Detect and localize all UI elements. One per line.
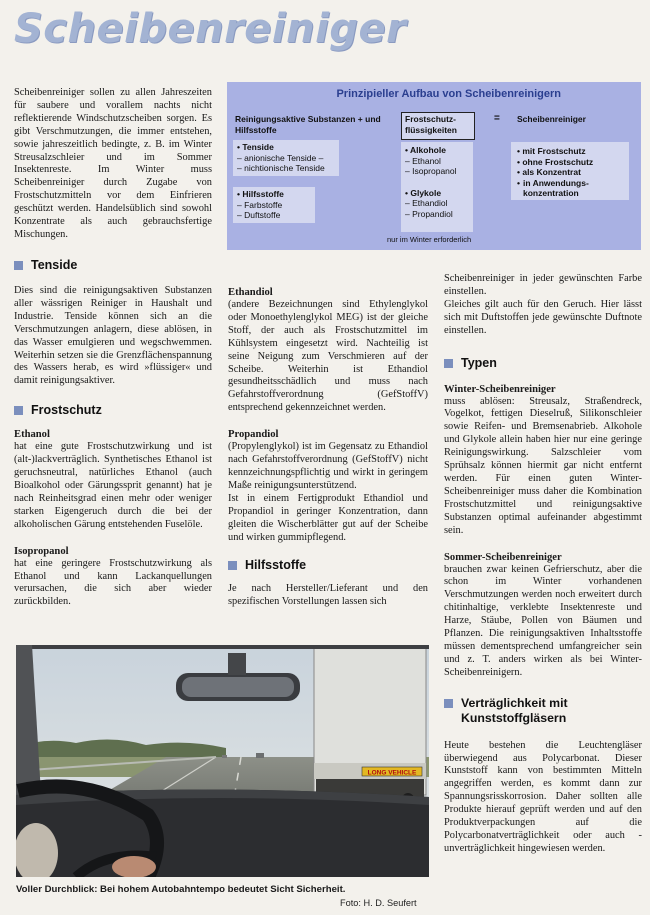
page-title: Scheibenreiniger xyxy=(14,6,407,52)
diagram-footnote: nur im Winter erforderlich xyxy=(387,235,472,244)
propandiol-heading: Propandiol xyxy=(228,429,279,441)
diagram-col2-head: Frostschutz- flüssigkeiten xyxy=(401,112,475,140)
bullet-square-icon xyxy=(228,561,237,570)
bullet-square-icon xyxy=(14,406,23,415)
column-1 xyxy=(14,258,212,609)
diagram-tenside-box: • Tenside – anionische Tenside – – nichtionische Tenside xyxy=(233,140,339,176)
winter-paragraph: muss ablösen: Streusalz, Straßendreck, Vogelkot, fettigen Dieselruß, Silikonschleier sowie Reifen- und Bremsenabrieb. Alkohole und Glykole allein haben hier nur eine geringe Reinigungswirkung. Salzschleier vom Sprühsalz können hiermit gar nicht entfernt werden. Für einen guten Winter-Scheibenreiniger muss daher die Kombination Frostschutzmittel und reinigungsaktive Substanzen optimal aufeinander abgestimmt sein. xyxy=(444,395,642,536)
diagram-scheibenreiniger-box: • mit Frostschutz • ohne Frostschutz • als Konzentrat • in Anwendungs-konzentration xyxy=(511,142,629,200)
photo-caption: Voller Durchblick: Bei hohem Autobahntempo bedeutet Sicht Sicherheit. xyxy=(16,884,346,895)
diagram-col1-head: Reinigungsaktive Substanzen + und Hilfsstoffe xyxy=(235,114,381,135)
intro-paragraph: Scheibenreiniger sollen zu allen Jahreszeiten für saubere und vorallem nachts nicht reflektierende Windschutzscheiben sorgen. Es gibt Verschmutzungen, die immer entstehen, sowie jahreszeitlich bedingte, z. B. im Winter Streusalzschleier und im Sommer Insektenreste. Im Winter muss Scheibenreiniger durch Zugabe von Frostschutzmitteln vor dem Einfrieren geschützt werden. Handelsüblich sind sowohl Konzentrate als auch gebrauchsfertige Mischungen. xyxy=(14,87,212,240)
hilfsstoffe-continued-2: Gleiches gilt auch für den Geruch. Hier lässt sich mit Duftstoffen jede gewünschte Duftnote einstellen. xyxy=(444,298,642,336)
tenside-paragraph: Dies sind die reinigungsaktiven Substanzen aller wässrigen Reiniger in Haushalt und Industrie. Tenside können sich an die Verschmutzungen anlagern, diese ablösen, in das Wasser emulgieren und wegschwemmen. Weiterhin setzen sie die Grenzflächenspannung des Wassers herab, es wird »flüssiger« und damit reinigungsaktiver. xyxy=(14,285,212,387)
sommer-paragraph: brauchen zwar keinen Gefrierschutz, aber die schon im Winter vorhandenen Verschmutzungen werden noch erweitert durch chitinhaltige, verklebte Insektenreste und Harze, Stäube, Pollen von Bäumen und Pflanzen. Die reinigungsaktiven Inhaltsstoffe müssen dementsprechend umfangreicher sein und z. T. anders wirken als bei Winter-Scheibenreinigern. xyxy=(444,563,642,678)
highway-photo xyxy=(16,645,429,877)
sommer-heading: Sommer-Scheibenreiniger xyxy=(444,551,562,563)
isopropanol-paragraph: hat eine geringere Frostschutzwirkung als Ethanol und kann Lackanquellungen verursachen, die sich aber wieder zurückbilden. xyxy=(14,557,212,608)
propandiol-paragraph-1: (Propylenglykol) ist im Gegensatz zu Ethandiol nach Gefahrstoffverordnung (GefStoffV) nicht kennzeichnungspflichtig und wirkt in geringem Maße reinigungsunterstützend. xyxy=(228,441,428,491)
diagram-hilfsstoffe-box: • Hilfsstoffe – Farbstoffe – Duftstoffe xyxy=(233,187,315,223)
isopropanol-heading: Isopropanol xyxy=(14,545,69,557)
ethanol-heading: Ethanol xyxy=(14,429,50,441)
section-heading-hilfsstoffe: Hilfsstoffe xyxy=(228,558,428,573)
bullet-square-icon xyxy=(444,359,453,368)
bullet-square-icon xyxy=(444,699,453,708)
diagram-col3-head: Scheibenreiniger xyxy=(517,114,586,124)
section-heading-typen: Typen xyxy=(444,356,642,371)
diagram-frostschutz-box: • Alkohole – Ethanol – Isopropanol • Glykole – Ethandiol – Propandiol xyxy=(401,142,473,232)
propandiol-paragraph-2: Ist in einem Fertigprodukt Ethandiol und Propandiol in geringer Konzentration, dann gleiten die Wischerblätter gut auf der Scheibe und wirken gummipflegend. xyxy=(228,492,428,543)
vertraeglichkeit-paragraph: Heute bestehen die Leuchtengläser überwiegend aus Polycarbonat. Dieser Kunststoff kann von bestimmten Mitteln angegriffen werden, es kommt dann zur Spannungsrisskorrosion. Daher sollten alle Produkte hierauf geprüft werden und auf den Produktverpackungen auf die Polycarbonatverträglichkeit oder auch -unverträglichkeit hingewiesen werden. xyxy=(444,739,642,854)
winter-heading: Winter-Scheibenreiniger xyxy=(444,383,556,395)
diagram-equals: = xyxy=(494,113,500,124)
diagram-title: Prinzipieller Aufbau von Scheibenreinigern xyxy=(336,88,561,100)
truck-label: LONG VEHICLE xyxy=(367,769,417,777)
section-heading-frostschutz: Frostschutz xyxy=(14,403,212,418)
column-3 xyxy=(444,273,642,856)
highway-scene-image xyxy=(16,645,429,877)
hilfsstoffe-paragraph: Je nach Hersteller/Lieferant und den spezifischen Vorstellungen lassen sich xyxy=(228,583,428,608)
ethandiol-paragraph: (andere Bezeichnungen sind Ethylenglykol oder Monoethylenglykol MEG) ist der gleiche Stoff, der auch als Frostschutzmittel im Kühlsystem eingesetzt wird. Nachteilig ist seine Neigung zum Verschmieren auf der Scheibe. Weiterhin ist Ethandiol gesundheitsschädlich und muss nach Gefahrstoffverordnung (GefStoffV) entsprechend gekennzeichnet werden. xyxy=(228,299,428,414)
ethandiol-heading: Ethandiol xyxy=(228,287,273,298)
photo-credit: Foto: H. D. Seufert xyxy=(340,898,417,908)
structure-diagram xyxy=(227,82,641,250)
bullet-square-icon xyxy=(14,261,23,270)
section-heading-vertraeglichkeit: Verträglichkeit mit Kunststoffgläsern xyxy=(444,696,642,726)
section-heading-tenside: Tenside xyxy=(14,258,212,273)
hilfsstoffe-continued-1: Scheibenreiniger in jeder gewünschten Farbe einstellen. xyxy=(444,273,642,297)
ethanol-paragraph: hat eine gute Frostschutzwirkung und ist (alt-)lackverträglich. Synthetisches Ethanol ist geruchsneutral, natürliches Ethanol (auch Bioalkohol oder Gärungssprit genannt) hat je nach Reinheitsgrad einen mehr oder weniger starken Eigengeruch durch die bei der alkoholischen Gärung entstehenden Fuselöle. xyxy=(14,441,212,530)
column-2 xyxy=(228,286,428,609)
